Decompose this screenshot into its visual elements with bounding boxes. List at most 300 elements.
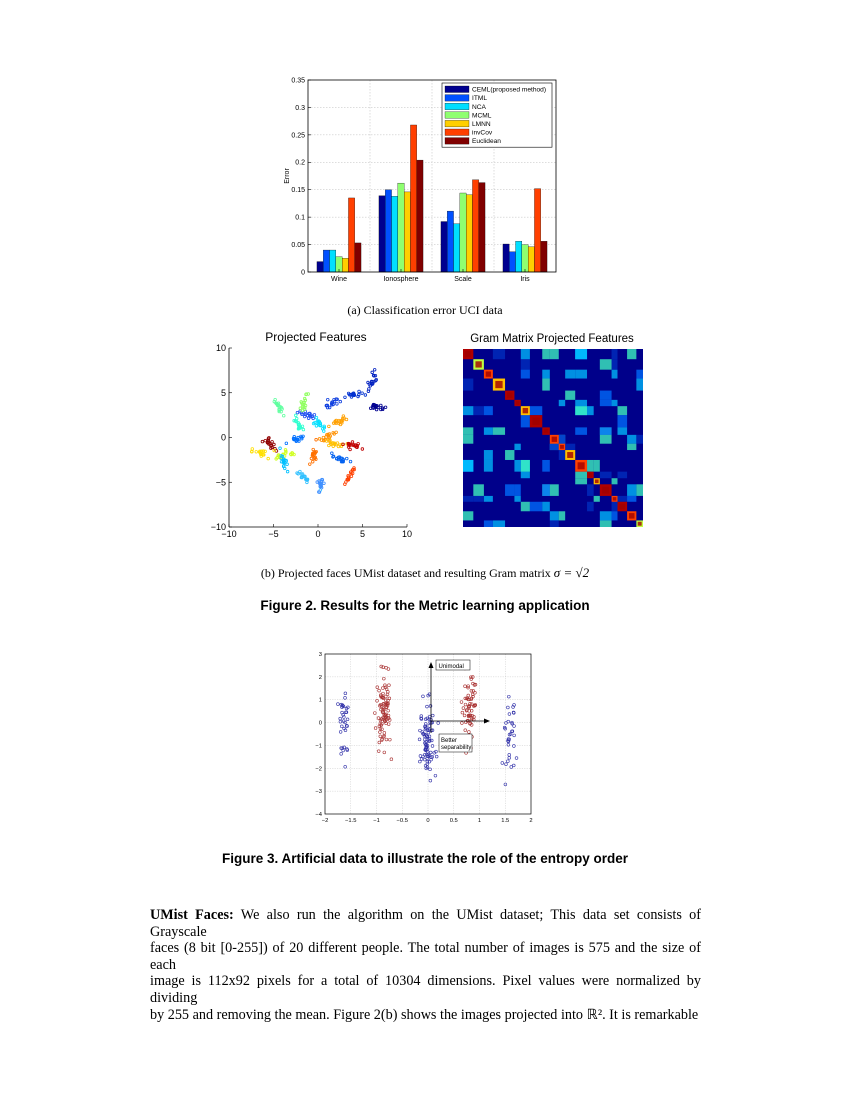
gram-offdiag-block	[617, 496, 627, 502]
gram-offdiag-block	[627, 484, 636, 496]
art-x-tick-label: −1.5	[345, 818, 357, 824]
gram-offdiag-block	[575, 349, 587, 359]
gram-offdiag-block	[587, 406, 594, 415]
gram-offdiag-block	[587, 484, 594, 496]
gram-diag-core	[516, 401, 520, 405]
projected-point	[273, 449, 276, 452]
art-point	[336, 703, 339, 706]
gram-offdiag-block	[530, 406, 542, 415]
projected-point	[364, 394, 367, 397]
bar-category-label: Scale	[454, 276, 472, 283]
gram-offdiag-block	[514, 484, 520, 496]
gram-offdiag-block	[617, 415, 627, 427]
projected-cluster	[316, 478, 325, 493]
bar-mcml-ionosphere	[398, 183, 404, 272]
gram-offdiag-block	[600, 472, 612, 479]
gram-offdiag-block	[493, 427, 505, 434]
gram-offdiag-block	[484, 460, 493, 472]
gram-offdiag-block	[550, 484, 559, 496]
projected-features-title: Projected Features	[265, 330, 367, 344]
projected-point	[283, 464, 286, 467]
projected-point	[357, 395, 360, 398]
gram-offdiag-block	[559, 450, 565, 460]
gram-offdiag-block	[617, 472, 627, 479]
art-point	[339, 717, 342, 720]
projected-cluster	[328, 415, 348, 428]
gram-offdiag-block	[542, 484, 550, 496]
gram-offdiag-block	[473, 484, 484, 496]
projected-cluster	[367, 368, 378, 392]
paragraph-line-3: image is 112x92 pixels for a total of 10304 dimensions. Pixel values were normalized by dividing	[150, 973, 701, 1006]
gram-diag-core	[567, 452, 573, 458]
bar-ceml-wine	[317, 262, 323, 272]
artificial-points	[336, 665, 517, 786]
bar-y-tick-label: 0	[301, 269, 305, 277]
gram-offdiag-block	[612, 511, 618, 520]
projected-point	[371, 371, 374, 374]
bar-lmnn-iris	[528, 247, 534, 272]
gram-offdiag-block	[463, 511, 473, 520]
projected-point	[358, 390, 361, 393]
gram-diag-core	[629, 513, 635, 519]
art-point	[344, 692, 347, 695]
projected-point	[311, 460, 314, 463]
bar-legend-entry: MCML	[472, 112, 492, 120]
projected-point	[345, 457, 348, 460]
projected-cluster	[331, 452, 352, 463]
art-point	[434, 774, 437, 777]
bar-category-label: Ionosphere	[383, 276, 419, 283]
figure-3-caption: Figure 3. Artificial data to illustrate the role of the entropy order	[221, 851, 629, 866]
projected-point	[315, 425, 318, 428]
art-point	[381, 687, 384, 690]
gram-offdiag-block	[484, 427, 493, 434]
gram-offdiag-block	[484, 406, 493, 415]
art-point	[344, 696, 347, 699]
gram-offdiag-block	[575, 370, 587, 379]
projected-point	[285, 442, 288, 445]
gram-offdiag-block	[559, 435, 565, 444]
artificial-data-scatter	[310, 648, 540, 828]
bar-y-tick-label: 0.35	[291, 77, 305, 85]
art-x-tick-label: 0	[426, 818, 430, 824]
projected-cluster	[325, 439, 348, 448]
paragraph-line-4c: . It is remarkable	[602, 1006, 699, 1023]
gram-diag-core	[486, 371, 491, 376]
proj-y-tick-label: −10	[210, 522, 226, 532]
projected-point	[267, 457, 270, 460]
art-point	[508, 713, 511, 716]
gram-offdiag-block	[612, 478, 618, 484]
art-point	[464, 729, 467, 732]
gram-offdiag-block	[600, 400, 612, 406]
art-point	[388, 697, 391, 700]
projected-point	[344, 396, 347, 399]
gram-offdiag-block	[514, 444, 520, 450]
art-point	[376, 686, 379, 689]
projected-cluster	[369, 403, 386, 411]
gram-offdiag-block	[612, 502, 618, 511]
projected-point	[260, 455, 263, 458]
gram-offdiag-block	[463, 460, 473, 472]
paragraph-line-4a: by 255 and removing the mean. Figure 2(b) shows the images projected into	[150, 1006, 587, 1023]
gram-offdiag-block	[587, 460, 594, 472]
projected-point	[286, 470, 289, 473]
paragraph-line-1	[150, 907, 701, 940]
gram-offdiag-block	[636, 379, 643, 391]
art-point	[467, 731, 470, 734]
projected-axis-ticks	[211, 343, 412, 539]
art-point	[387, 723, 390, 726]
projected-point	[297, 436, 300, 439]
art-point	[382, 677, 385, 680]
gram-offdiag-block	[484, 496, 493, 502]
proj-y-tick-label: −5	[215, 477, 226, 488]
gram-diag-core	[619, 504, 625, 510]
gram-offdiag-block	[627, 444, 636, 450]
art-y-tick-label: −4	[315, 812, 322, 818]
gram-offdiag-block	[612, 370, 618, 379]
projected-cluster	[308, 438, 317, 465]
art-point	[513, 725, 516, 728]
gram-offdiag-block	[484, 520, 493, 527]
gram-offdiag-block	[575, 472, 587, 479]
projected-point	[349, 460, 352, 463]
art-x-tick-label: 0.5	[449, 818, 458, 824]
bar-legend-entry: NCA	[472, 103, 486, 111]
projected-point	[250, 450, 253, 453]
art-point	[431, 714, 434, 717]
art-point	[507, 743, 510, 746]
projected-point	[369, 407, 372, 410]
bar-ceml-scale	[441, 222, 447, 272]
gram-offdiag-block	[575, 478, 587, 484]
art-point	[378, 731, 381, 734]
gram-offdiag-block	[521, 359, 530, 369]
gram-offdiag-block	[550, 520, 559, 527]
bar-nca-ionosphere	[392, 196, 398, 272]
projected-cluster	[293, 414, 305, 431]
projected-point	[282, 414, 285, 417]
projected-point	[350, 475, 353, 478]
art-point	[463, 714, 466, 717]
art-point	[429, 779, 432, 782]
gram-offdiag-block	[542, 379, 550, 391]
projected-point	[294, 414, 297, 417]
art-point	[419, 755, 422, 758]
projected-point	[322, 436, 325, 439]
projected-point	[351, 441, 354, 444]
projected-cluster	[285, 435, 304, 445]
art-x-tick-label: 1	[477, 818, 482, 824]
art-point	[507, 695, 510, 698]
gram-offdiag-block	[600, 435, 612, 444]
bar-nca-wine	[330, 250, 336, 272]
gram-diag-core	[552, 437, 557, 442]
paragraph-line-4	[150, 1007, 701, 1024]
projected-point	[349, 448, 352, 451]
gram-offdiag-block	[587, 502, 594, 511]
projected-point	[315, 416, 318, 419]
art-point	[387, 709, 390, 712]
bar-legend-swatch	[445, 112, 469, 119]
bar-euclidean-iris	[541, 241, 547, 272]
projected-cluster	[344, 390, 367, 398]
gram-diag-core	[613, 497, 617, 501]
separability-label-2: separability	[441, 745, 472, 751]
gram-offdiag-block	[559, 511, 565, 520]
gram-offdiag-block	[575, 400, 587, 406]
bar-legend-entry: LMNN	[472, 121, 491, 128]
gram-diag-core	[544, 429, 549, 433]
projected-point	[273, 443, 276, 446]
projected-point	[336, 403, 339, 406]
art-x-tick-label: −2	[321, 818, 329, 824]
art-point	[420, 758, 423, 761]
projected-cluster	[296, 410, 316, 420]
gram-offdiag-block	[559, 400, 565, 406]
gram-offdiag-block	[612, 400, 618, 406]
art-point	[385, 738, 388, 741]
proj-x-tick-label: 5	[359, 529, 366, 539]
art-point	[429, 705, 432, 708]
art-point	[501, 762, 504, 765]
gram-diag-core	[465, 351, 471, 357]
caption-sub-b	[150, 565, 700, 581]
bar-itml-scale	[447, 211, 453, 272]
art-group	[501, 695, 518, 786]
bar-legend-swatch	[445, 120, 469, 127]
art-point	[428, 725, 431, 728]
projected-cluster	[344, 467, 356, 486]
gram-offdiag-block	[600, 359, 612, 369]
art-point	[437, 722, 440, 725]
projected-point	[344, 483, 347, 486]
gram-offdiag-block	[463, 496, 473, 502]
gram-diag-core	[560, 445, 564, 449]
gram-offdiag-block	[521, 370, 530, 379]
unimodal-label: Unimodal	[438, 663, 464, 670]
art-x-tick-label: −0.5	[396, 818, 408, 824]
art-point	[474, 691, 477, 694]
gram-offdiag-block	[600, 427, 612, 434]
bar-category-label: Wine	[331, 276, 347, 283]
gram-offdiag-block	[600, 391, 612, 400]
gram-offdiag-block	[627, 349, 636, 359]
gram-offdiag-block	[565, 391, 575, 400]
bar-euclidean-wine	[355, 243, 361, 272]
caption-sub-b-symbol: σ = √2	[553, 565, 590, 580]
projected-point	[361, 392, 364, 395]
bar-legend-swatch	[445, 86, 469, 93]
bar-lmnn-scale	[466, 195, 472, 272]
bar-legend-entry: Euclidean	[472, 138, 501, 146]
art-point	[426, 705, 429, 708]
paragraph-line-2: faces (8 bit [0-255]) of 20 different people. The total number of images is 575 and the size of each	[150, 940, 701, 973]
projected-cluster	[273, 398, 285, 417]
gram-offdiag-block	[542, 349, 550, 359]
art-y-tick-label: 2	[318, 674, 322, 681]
umist-paragraph	[150, 907, 701, 1023]
art-point	[435, 755, 438, 758]
projected-point	[331, 452, 334, 455]
bar-legend-swatch	[445, 129, 469, 136]
projected-point	[305, 393, 308, 396]
art-x-tick-label: 2	[529, 818, 533, 824]
art-point	[470, 689, 473, 692]
art-y-tick-label: −3	[315, 789, 322, 796]
projected-point	[335, 457, 338, 460]
projected-point	[342, 415, 345, 418]
art-point	[339, 731, 342, 734]
gram-offdiag-block	[617, 427, 627, 434]
paragraph-r2-symbol: ℝ²	[586, 1006, 603, 1023]
gram-offdiag-block	[542, 460, 550, 472]
art-point	[383, 751, 386, 754]
bar-lmnn-wine	[342, 258, 348, 272]
projected-cluster	[299, 393, 310, 412]
gram-offdiag-block	[627, 435, 636, 444]
gram-offdiag-block	[600, 511, 612, 520]
art-point	[418, 738, 421, 741]
projected-point	[264, 450, 267, 453]
projected-point	[312, 448, 315, 451]
bar-y-tick-label: 0.3	[295, 104, 305, 112]
gram-diag-core	[578, 462, 585, 469]
gram-diag-core	[602, 487, 609, 494]
projected-point	[318, 491, 321, 494]
gram-diag-core	[588, 473, 592, 477]
gram-offdiag-block	[636, 370, 643, 379]
projected-point	[339, 400, 342, 403]
projected-point	[361, 448, 364, 451]
gram-diag-core	[595, 479, 599, 483]
bar-y-tick-label: 0.25	[291, 132, 305, 140]
art-point	[510, 766, 513, 769]
gram-offdiag-block	[627, 496, 636, 502]
gram-offdiag-block	[636, 484, 643, 496]
projected-point	[296, 411, 299, 414]
gram-offdiag-block	[463, 427, 473, 434]
projected-point	[261, 440, 264, 443]
projected-point	[339, 444, 342, 447]
art-point	[344, 765, 347, 768]
projected-point	[306, 481, 309, 484]
gram-offdiag-block	[521, 502, 530, 511]
proj-x-tick-label: 0	[315, 529, 321, 539]
projected-point	[302, 428, 305, 431]
projected-point	[304, 404, 307, 407]
bar-ceml-iris	[503, 244, 509, 272]
projected-point	[304, 399, 307, 402]
bar-y-tick-label: 0.15	[291, 187, 305, 195]
projected-point	[328, 425, 331, 428]
art-point	[428, 760, 431, 763]
bar-euclidean-ionosphere	[417, 160, 423, 272]
paragraph-lead: UMist Faces:	[150, 907, 234, 923]
gram-offdiag-block	[594, 496, 600, 502]
gram-offdiag-block	[463, 406, 473, 415]
gram-diag-core	[523, 408, 528, 413]
art-y-tick-label: −1	[315, 743, 322, 750]
separability-label-1: Better	[441, 738, 458, 744]
bar-legend	[442, 83, 552, 147]
art-point	[388, 684, 391, 687]
art-point	[513, 734, 516, 737]
art-point	[346, 718, 349, 721]
art-point	[378, 689, 381, 692]
gram-diag-core	[638, 522, 642, 526]
bar-lmnn-ionosphere	[404, 192, 410, 272]
projected-point	[308, 463, 311, 466]
projected-point	[251, 448, 254, 451]
art-point	[462, 707, 465, 710]
gram-offdiag-block	[521, 460, 530, 472]
projected-point	[370, 380, 373, 383]
bar-itml-iris	[509, 252, 515, 272]
bar-nca-iris	[516, 241, 522, 272]
bar-y-tick-label: 0.1	[295, 214, 305, 222]
projected-point	[368, 383, 371, 386]
gram-offdiag-block	[565, 444, 575, 450]
gram-offdiag-block	[521, 415, 530, 427]
projected-features-scatter	[205, 327, 420, 542]
art-group	[373, 665, 392, 761]
art-y-tick-label: 0	[318, 720, 322, 727]
art-point	[470, 678, 473, 681]
gram-diag-core	[495, 381, 502, 388]
art-point	[422, 755, 425, 758]
proj-x-tick-label: 10	[401, 529, 413, 539]
art-point	[376, 699, 379, 702]
bar-legend-swatch	[445, 103, 469, 110]
projected-point	[304, 475, 307, 478]
art-point	[464, 703, 467, 706]
gram-offdiag-block	[550, 349, 559, 359]
gram-offdiag-block	[463, 379, 473, 391]
projected-point	[315, 438, 318, 441]
projected-point	[279, 447, 282, 450]
art-point	[505, 722, 508, 725]
art-point	[506, 706, 509, 709]
art-point	[423, 758, 426, 761]
gram-offdiag-block	[493, 349, 505, 359]
projected-points	[250, 368, 386, 493]
art-x-tick-label: 1.5	[501, 818, 510, 824]
projected-point	[255, 450, 258, 453]
gram-offdiag-block	[550, 511, 559, 520]
proj-x-tick-label: −10	[221, 529, 237, 539]
bar-ceml-ionosphere	[379, 196, 385, 272]
bar-legend-swatch	[445, 95, 469, 102]
gram-offdiag-block	[463, 435, 473, 444]
art-y-tick-label: 1	[318, 697, 322, 704]
gram-diag-core	[475, 361, 481, 367]
bar-invcov-ionosphere	[410, 125, 416, 272]
art-point	[373, 712, 376, 715]
art-point	[508, 756, 511, 759]
art-point	[505, 763, 508, 766]
projected-cluster	[325, 398, 342, 409]
art-point	[374, 727, 377, 730]
gram-offdiag-block	[612, 349, 618, 359]
projected-point	[271, 441, 274, 444]
gram-offdiag-block	[514, 460, 520, 472]
art-point	[431, 745, 434, 748]
gram-offdiag-block	[594, 460, 600, 472]
projected-point	[326, 398, 329, 401]
gram-offdiag-block	[542, 502, 550, 511]
